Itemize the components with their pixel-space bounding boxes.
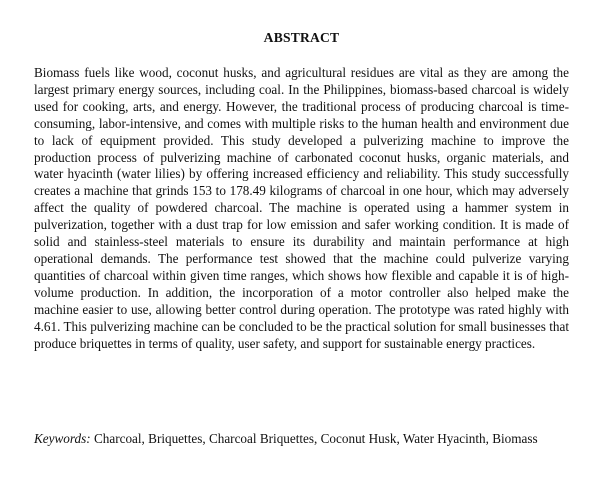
abstract-heading: ABSTRACT [263, 30, 340, 45]
abstract-page [34, 30, 569, 446]
keywords-list: Charcoal, Briquettes, Charcoal Briquettes, Coconut Husk, Water Hyacinth, Biomass [93, 431, 538, 446]
abstract-body: Biomass fuels like wood, coconut husks, and agricultural residues are vital as they are among the largest primary energy sources, including coal. In the Philippines, biomass-based charcoal is widely used for cooking, arts, and energy. However, the traditional process of producing charcoal is time-consuming, labor-intensive, and comes with multiple risks to the human health and environment due to lack of equipment provided. This study developed a pulverizing machine to improve the production process of pulverizing machine of carbonated coconut husks, organic materials, and water hyacinth (water lilies) by offering increased efficiency and reliability. This study successfully creates a machine that grinds 153 to 178.49 kilograms of charcoal in one hour, which may adversely affect the quality of powdered charcoal. The machine is operated using a hammer system in pulverization, together with a dust trap for low emission and safer working condition. It is made of solid and stainless-steel materials to ensure its durability and maintain performance at high operational demands. The performance test showed that the machine could pulverize varying quantities of charcoal within given time ranges, which shows how flexible and capable it is of high-volume production. In addition, the incorporation of a motor controller also helped make the machine easier to use, allowing better control during operation. The prototype was rated highly with 4.61. This pulverizing machine can be concluded to be the practical solution for small businesses that produce briquettes in terms of quality, user safety, and support for sustainable energy practices. [34, 65, 569, 351]
keywords-label: Keywords: [34, 431, 91, 446]
keywords-line [34, 430, 569, 447]
